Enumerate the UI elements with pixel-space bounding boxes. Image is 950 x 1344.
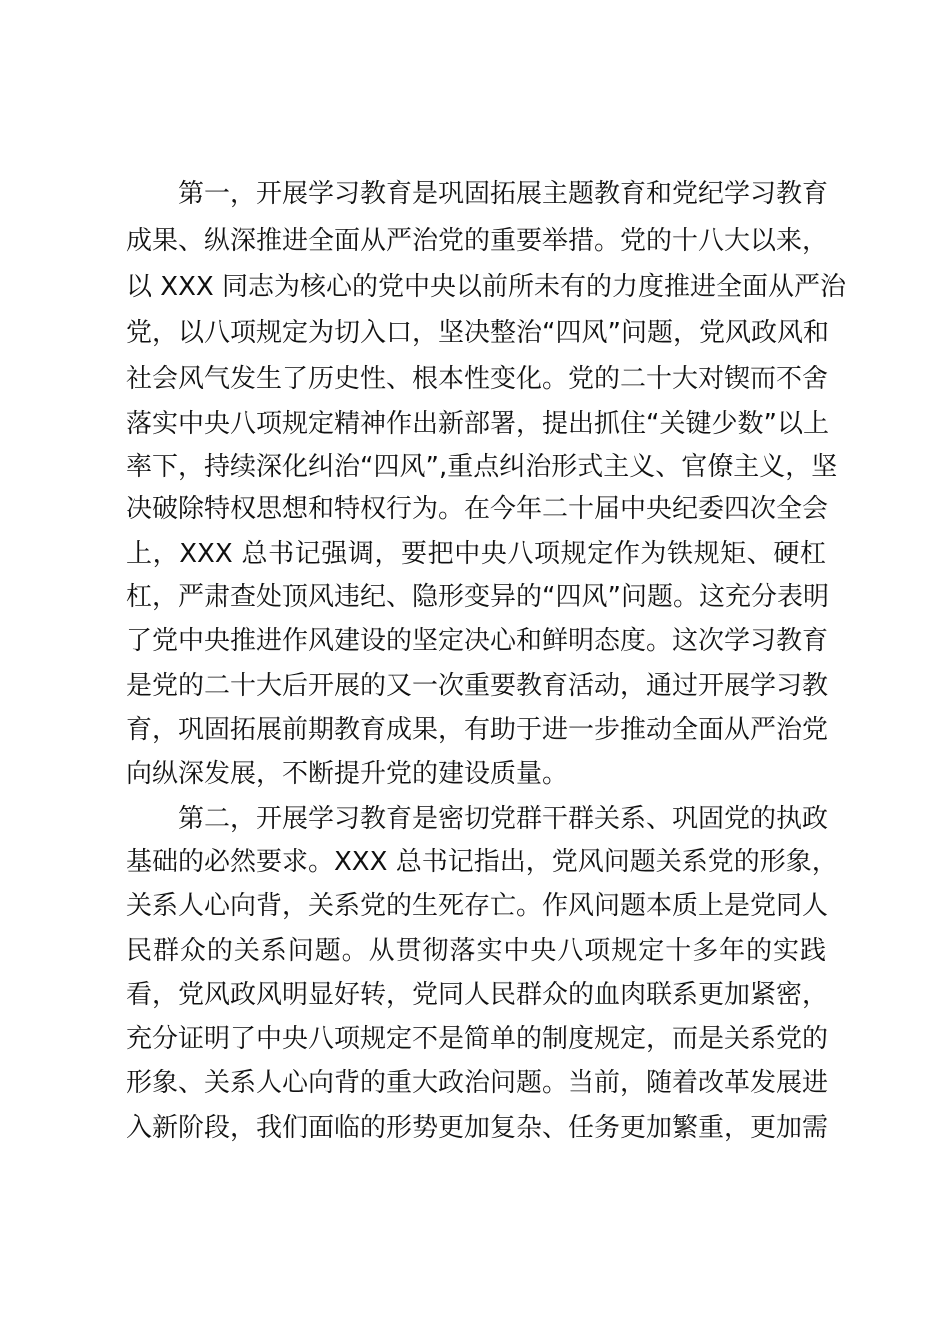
paragraph-line: 了党中央推进作风建设的坚定决心和鲜明态度。这次学习教育: [126, 626, 829, 656]
paragraph-line: 充分证明了中央八项规定不是简单的制度规定，而是关系党的: [126, 1024, 829, 1054]
paragraph-line: 第一，开展学习教育是巩固拓展主题教育和党纪学习教育: [178, 179, 829, 209]
paragraph-line: 杠，严肃查处顶风违纪、隐形变异的“四风”问题。这充分表明: [126, 582, 829, 612]
paragraph-line: 以 XXX 同志为核心的党中央以前所未有的力度推进全面从严治: [126, 272, 846, 302]
paragraph-line: 形象、关系人心向背的重大政治问题。当前，随着改革发展进: [126, 1068, 829, 1098]
paragraph-line: 决破除特权思想和特权行为。在今年二十届中央纪委四次全会: [126, 494, 829, 524]
paragraph-line: 入新阶段，我们面临的形势更加复杂、任务更加繁重，更加需: [126, 1113, 829, 1143]
paragraph-line: 育，巩固拓展前期教育成果，有助于进一步推动全面从严治党: [126, 715, 829, 745]
paragraph-line: 成果、纵深推进全面从严治党的重要举措。党的十八大以来，: [126, 226, 829, 256]
paragraph-line: 上，XXX 总书记强调，要把中央八项规定作为铁规矩、硬杠: [126, 539, 826, 569]
paragraph-line: 第二，开展学习教育是密切党群干群关系、巩固党的执政: [178, 804, 829, 834]
paragraph-line: 向纵深发展，不断提升党的建设质量。: [126, 759, 569, 789]
paragraph-line: 是党的二十大后开展的又一次重要教育活动，通过开展学习教: [126, 671, 829, 701]
paragraph-line: 党，以八项规定为切入口，坚决整治“四风”问题，党风政风和: [126, 318, 829, 348]
paragraph-line: 落实中央八项规定精神作出新部署，提出抓住“关键少数”以上: [126, 409, 829, 439]
paragraph-line: 民群众的关系问题。从贯彻落实中央八项规定十多年的实践: [126, 936, 826, 966]
paragraph-line: 率下，持续深化纠治“四风”,重点纠治形式主义、官僚主义，坚: [126, 452, 838, 482]
paragraph-line: 社会风气发生了历史性、根本性变化。党的二十大对锲而不舍: [126, 364, 829, 394]
paragraph-line: 关系人心向背，关系党的生死存亡。作风问题本质上是党同人: [126, 891, 829, 921]
paragraph-line: 基础的必然要求。XXX 总书记指出，党风问题关系党的形象，: [126, 847, 838, 877]
paragraph-line: 看，党风政风明显好转，党同人民群众的血肉联系更加紧密，: [126, 980, 829, 1010]
